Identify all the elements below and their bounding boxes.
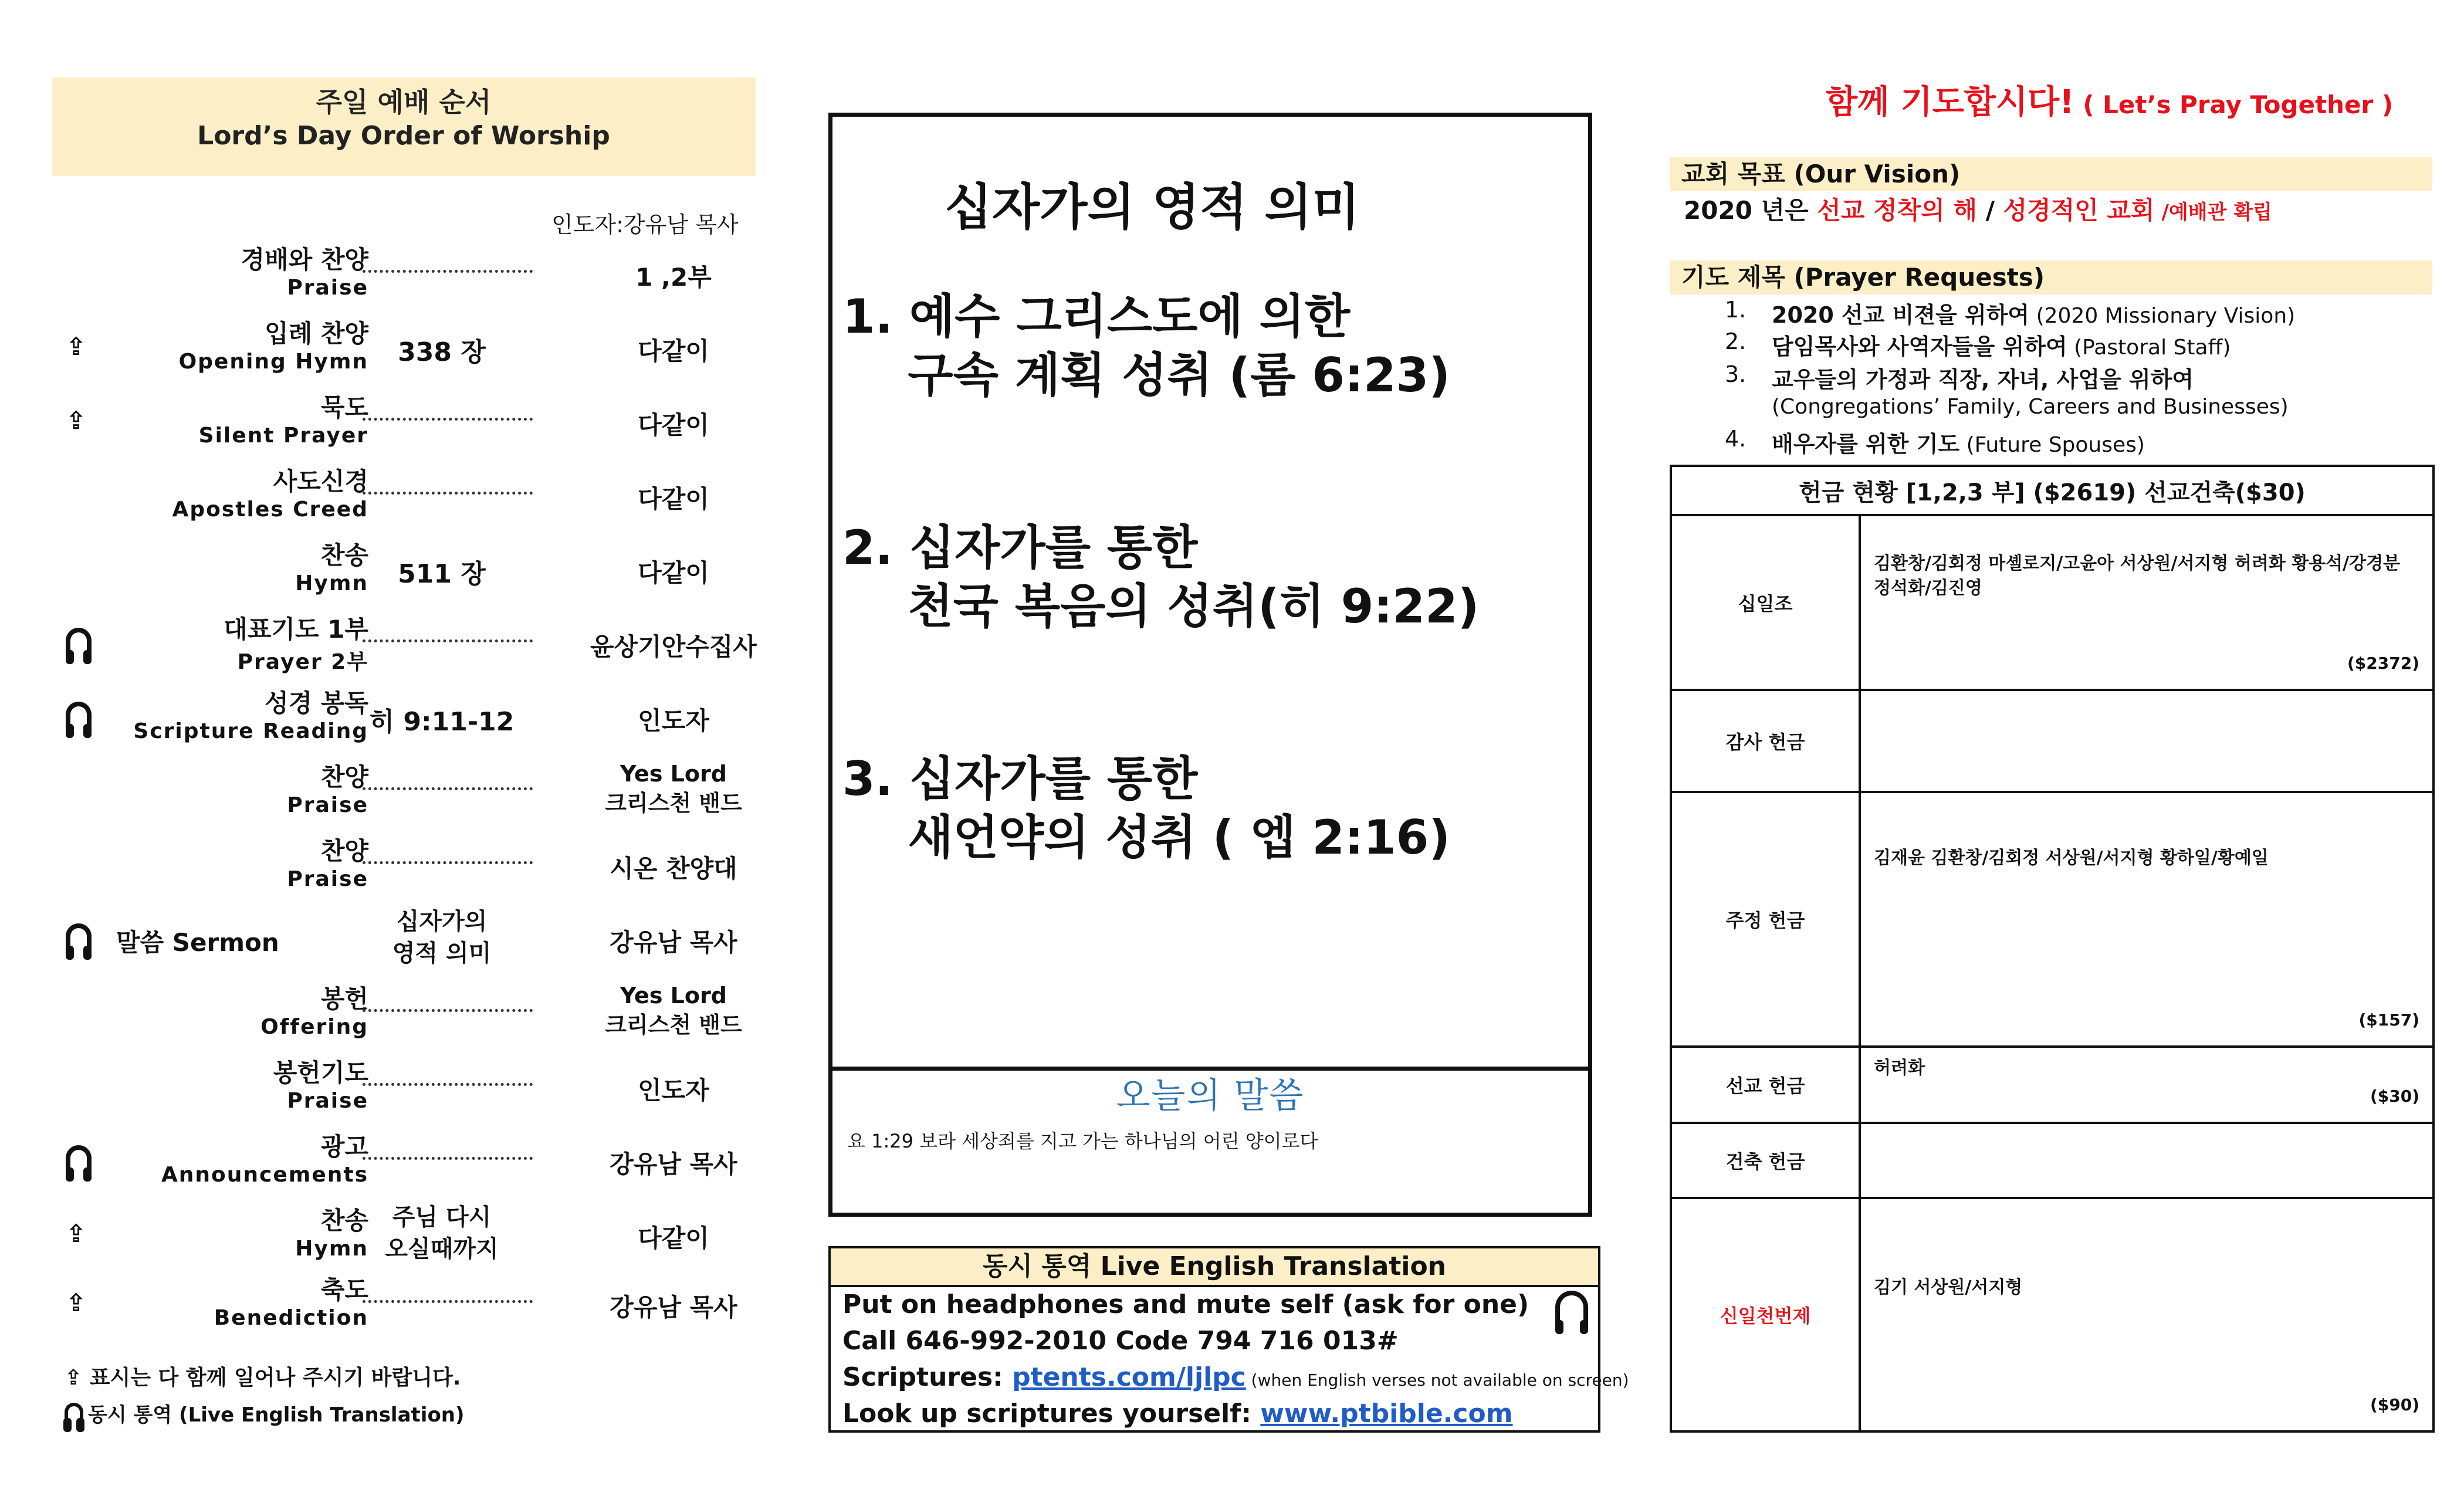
offering-names: 허려화 ($30) xyxy=(1860,1047,2433,1123)
stand-legend: ⇪ 표시는 다 함께 일어나 주시기 바랍니다. xyxy=(65,1366,461,1390)
item-korean: 찬송 xyxy=(320,541,368,570)
offering-amount: ($90) xyxy=(2370,1395,2419,1414)
item-korean: 찬양 xyxy=(320,763,368,791)
todays-word-title: 오늘의 말씀 xyxy=(1116,1075,1305,1116)
offering-table xyxy=(1670,465,2435,1433)
item-leader: 다같이 xyxy=(638,1224,709,1253)
order-item xyxy=(52,1271,779,1340)
item-korean: 광고 xyxy=(320,1132,368,1161)
order-item xyxy=(52,980,779,1049)
offering-amount: ($157) xyxy=(2358,1010,2419,1030)
item-korean: 봉헌기도 xyxy=(273,1058,368,1087)
translation-line-4: Look up scriptures yourself: www.ptbible.com xyxy=(842,1399,1513,1429)
order-title-korean: 주일 예배 순서 xyxy=(316,86,492,118)
offering-row xyxy=(1671,515,2433,690)
item-leader: Yes Lord 크리스천 밴드 xyxy=(605,761,742,816)
scriptures-link[interactable]: ptents.com/ljlpc xyxy=(1012,1362,1246,1392)
order-item xyxy=(52,388,779,458)
translation-line-3: Scriptures: ptents.com/ljlpc (when English verses not available on screen) xyxy=(842,1362,1629,1392)
headphones-icon xyxy=(1555,1291,1588,1324)
item-leader: 인도자 xyxy=(638,1076,709,1105)
item-detail: 338 장 xyxy=(398,337,486,367)
item-leader: 시온 찬양대 xyxy=(610,854,737,883)
stand-up-icon: ⇪ xyxy=(66,332,87,361)
pray-together-title: 함께 기도합시다! ( Let’s Pray Together ) xyxy=(1826,83,2394,121)
item-korean: 입례 찬양 xyxy=(265,319,368,348)
dotted-leader xyxy=(363,1083,533,1086)
item-korean: 찬송 xyxy=(320,1206,368,1235)
offering-row xyxy=(1671,1123,2433,1198)
dotted-leader xyxy=(363,787,533,790)
item-korean: 봉헌 xyxy=(320,984,368,1013)
item-korean: 찬양 xyxy=(320,837,368,865)
dotted-leader xyxy=(363,1300,533,1303)
item-english: Announcements xyxy=(161,1163,368,1187)
offering-category: 건축 헌금 xyxy=(1671,1123,1860,1198)
item-english: Apostles Creed xyxy=(172,497,368,522)
offering-category: 십일조 xyxy=(1671,515,1860,690)
offering-names: 김기 서상원/서지형 ($90) xyxy=(1860,1198,2433,1431)
item-english: Praise xyxy=(287,1089,368,1113)
order-item xyxy=(52,684,779,753)
worship-leader: 인도자:강유남 목사 xyxy=(551,212,739,238)
sermon-title: 십자가의 영적 의미 xyxy=(945,178,1360,236)
ptbible-link[interactable]: www.ptbible.com xyxy=(1260,1399,1513,1429)
offering-row xyxy=(1671,1047,2433,1123)
item-english: Praise xyxy=(287,276,368,300)
item-leader: 다같이 xyxy=(638,559,709,587)
item-korean: 말씀 Sermon xyxy=(116,928,279,957)
sermon-point-2: 2. 십자가를 통한 천국 복음의 성취(히 9:22) xyxy=(842,520,1480,634)
order-item xyxy=(52,610,779,679)
item-leader: 다같이 xyxy=(638,411,709,439)
item-leader: 다같이 xyxy=(638,485,709,513)
order-item xyxy=(52,906,779,975)
item-english: Hymn xyxy=(295,1237,368,1261)
order-of-worship-header xyxy=(52,77,756,176)
item-english: Benediction xyxy=(214,1306,368,1330)
offering-row xyxy=(1671,690,2433,792)
order-item xyxy=(52,1128,779,1197)
offering-names: 김재윤 김환창/김회정 서상원/서지형 황하일/황예일 ($157) xyxy=(1860,792,2433,1047)
item-korean: 경배와 찬양 xyxy=(241,245,368,274)
item-detail: 히 9:11-12 xyxy=(369,707,515,737)
item-korean: 대표기도 1부 xyxy=(224,615,368,644)
offering-category: 선교 헌금 xyxy=(1671,1047,1860,1123)
item-leader: 1 ,2부 xyxy=(635,263,712,292)
order-item xyxy=(52,1054,779,1123)
sermon-point-3: 3. 십자가를 통한 새언약의 성취 ( 엡 2:16) xyxy=(842,752,1450,865)
translation-line-1: Put on headphones and mute self (ask for one) xyxy=(842,1289,1588,1324)
offering-amount: ($30) xyxy=(2370,1087,2419,1106)
item-leader: 인도자 xyxy=(638,706,709,735)
order-item xyxy=(52,1201,779,1271)
offering-row xyxy=(1671,1198,2433,1431)
order-item xyxy=(52,758,779,827)
item-leader: Yes Lord 크리스천 밴드 xyxy=(605,983,742,1038)
offering-category: 신일천번제 xyxy=(1671,1198,1860,1431)
dotted-leader xyxy=(363,1009,533,1012)
offering-names xyxy=(1860,690,2433,792)
item-korean: 성경 봉독 xyxy=(265,689,368,717)
headphones-icon xyxy=(66,628,92,659)
order-item xyxy=(52,462,779,532)
translation-line-2: Call 646-992-2010 Code 794 716 013# xyxy=(842,1326,1399,1356)
item-leader: 강유남 목사 xyxy=(610,1293,737,1322)
dotted-leader xyxy=(363,492,533,495)
item-english: Silent Prayer xyxy=(198,424,368,448)
todays-verse: 요 1:29 보라 세상죄를 지고 가는 하나님의 어린 양이로다 xyxy=(847,1130,1318,1152)
item-english: Praise xyxy=(287,793,368,817)
item-korean: 묵도 xyxy=(320,393,368,422)
item-leader: 강유남 목사 xyxy=(610,928,737,957)
offering-amount: ($2372) xyxy=(2347,654,2419,673)
dotted-leader xyxy=(363,1157,533,1160)
item-detail: 십자가의 영적 의미 xyxy=(392,908,492,967)
item-english: Praise xyxy=(287,867,368,891)
offering-names: 김환창/김회정 마셸로지/고윤아 서상원/서지형 허려화 황용석/강경분 정석화/김진영 ($2372) xyxy=(1860,515,2433,690)
dotted-leader xyxy=(363,861,533,864)
item-english: Offering xyxy=(260,1015,368,1039)
stand-up-icon: ⇪ xyxy=(66,406,87,435)
order-item xyxy=(52,314,779,384)
item-leader: 다같이 xyxy=(638,337,709,365)
dotted-leader xyxy=(363,270,533,273)
item-leader: 강유남 목사 xyxy=(610,1150,737,1179)
vision-band: 교회 목표 (Our Vision) xyxy=(1670,157,2432,191)
stand-up-icon: ⇪ xyxy=(66,1288,87,1317)
dotted-leader xyxy=(363,639,533,642)
sermon-box xyxy=(828,113,1592,1217)
prayer-requests-band: 기도 제목 (Prayer Requests) xyxy=(1670,260,2432,295)
headphones-icon xyxy=(66,702,92,733)
item-english: Opening Hymn xyxy=(178,350,368,374)
item-korean: 사도신경 xyxy=(273,467,368,496)
stand-up-icon: ⇪ xyxy=(66,1219,87,1248)
order-item xyxy=(52,536,779,605)
sermon-point-1: 1. 예수 그리스도에 의한 구속 계획 성취 (롬 6:23) xyxy=(842,289,1450,402)
item-detail: 511 장 xyxy=(398,559,486,589)
item-english: Prayer 2부 xyxy=(237,650,368,674)
translation-heading: 동시 통역 Live English Translation xyxy=(831,1248,1598,1287)
item-leader: 윤상기안수집사 xyxy=(590,632,757,661)
item-korean: 축도 xyxy=(320,1275,368,1304)
order-title-english: Lord’s Day Order of Worship xyxy=(197,121,610,151)
translation-legend: 동시 통역 (Live English Translation) xyxy=(65,1399,465,1427)
headphones-icon xyxy=(66,923,92,955)
vision-line: 2020 년은 선교 정착의 해 / 성경적인 교회 /예배관 확립 xyxy=(1684,196,2272,225)
headphones-icon xyxy=(66,1145,92,1177)
offering-names xyxy=(1860,1123,2433,1198)
offering-category: 감사 헌금 xyxy=(1671,690,1860,792)
item-english: Hymn xyxy=(295,571,368,595)
offering-row xyxy=(1671,792,2433,1047)
offering-heading: 헌금 현황 [1,2,3 부] ($2619) 선교건축($30) xyxy=(1671,466,2433,515)
order-item xyxy=(52,241,779,310)
offering-category: 주정 헌금 xyxy=(1671,792,1860,1047)
item-english: Scripture Reading xyxy=(133,719,368,743)
headphones-icon xyxy=(65,1403,83,1421)
item-detail: 주님 다시 오실때까지 xyxy=(385,1204,499,1263)
dotted-leader xyxy=(363,418,533,421)
order-item xyxy=(52,832,779,901)
